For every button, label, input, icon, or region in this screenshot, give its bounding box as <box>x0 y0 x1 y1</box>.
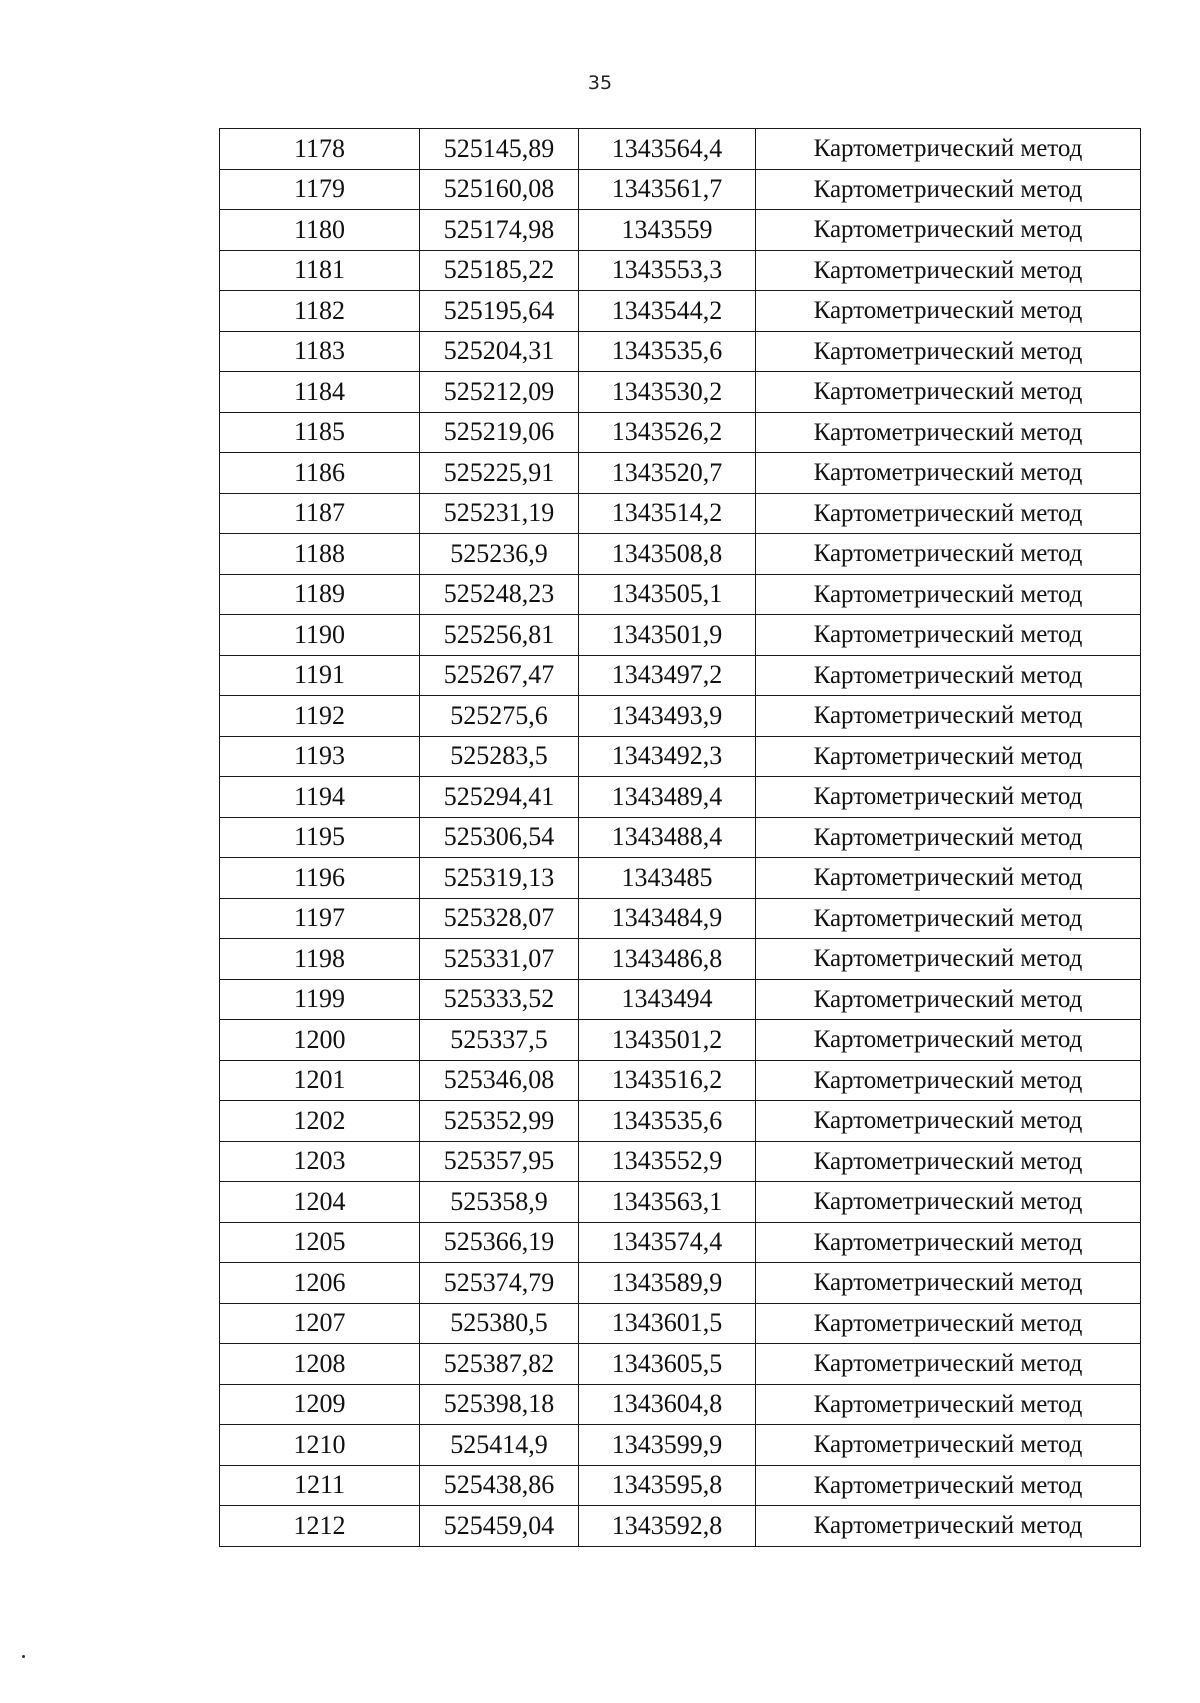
x-coordinate-cell: 525346,08 <box>420 1060 579 1101</box>
y-coordinate-cell: 1343505,1 <box>579 574 756 615</box>
y-coordinate-cell: 1343486,8 <box>579 939 756 980</box>
x-coordinate-cell: 525231,19 <box>420 493 579 534</box>
point-number-cell: 1178 <box>220 129 420 170</box>
point-number-cell: 1202 <box>220 1101 420 1142</box>
method-cell: Картометрический метод <box>756 1506 1141 1547</box>
table-row <box>220 655 1141 696</box>
table-row <box>220 1465 1141 1506</box>
method-cell: Картометрический метод <box>756 696 1141 737</box>
table-row <box>220 1020 1141 1061</box>
x-coordinate-cell: 525294,41 <box>420 777 579 818</box>
method-cell: Картометрический метод <box>756 979 1141 1020</box>
table-row <box>220 574 1141 615</box>
method-cell: Картометрический метод <box>756 291 1141 332</box>
point-number-cell: 1185 <box>220 412 420 453</box>
y-coordinate-cell: 1343561,7 <box>579 169 756 210</box>
point-number-cell: 1193 <box>220 736 420 777</box>
y-coordinate-cell: 1343501,2 <box>579 1020 756 1061</box>
method-cell: Картометрический метод <box>756 1020 1141 1061</box>
x-coordinate-cell: 525387,82 <box>420 1344 579 1385</box>
y-coordinate-cell: 1343489,4 <box>579 777 756 818</box>
x-coordinate-cell: 525248,23 <box>420 574 579 615</box>
point-number-cell: 1209 <box>220 1384 420 1425</box>
x-coordinate-cell: 525219,06 <box>420 412 579 453</box>
table-row <box>220 1101 1141 1142</box>
x-coordinate-cell: 525145,89 <box>420 129 579 170</box>
point-number-cell: 1195 <box>220 817 420 858</box>
x-coordinate-cell: 525459,04 <box>420 1506 579 1547</box>
method-cell: Картометрический метод <box>756 129 1141 170</box>
point-number-cell: 1190 <box>220 615 420 656</box>
table-row <box>220 1182 1141 1223</box>
point-number-cell: 1197 <box>220 898 420 939</box>
x-coordinate-cell: 525438,86 <box>420 1465 579 1506</box>
y-coordinate-cell: 1343604,8 <box>579 1384 756 1425</box>
y-coordinate-cell: 1343530,2 <box>579 372 756 413</box>
x-coordinate-cell: 525319,13 <box>420 858 579 899</box>
x-coordinate-cell: 525374,79 <box>420 1263 579 1304</box>
coordinates-table <box>219 128 1141 1547</box>
point-number-cell: 1194 <box>220 777 420 818</box>
table-row <box>220 858 1141 899</box>
point-number-cell: 1184 <box>220 372 420 413</box>
table-row <box>220 1344 1141 1385</box>
y-coordinate-cell: 1343501,9 <box>579 615 756 656</box>
y-coordinate-cell: 1343605,5 <box>579 1344 756 1385</box>
method-cell: Картометрический метод <box>756 534 1141 575</box>
method-cell: Картометрический метод <box>756 574 1141 615</box>
method-cell: Картометрический метод <box>756 1263 1141 1304</box>
x-coordinate-cell: 525185,22 <box>420 250 579 291</box>
table-row <box>220 1506 1141 1547</box>
y-coordinate-cell: 1343559 <box>579 210 756 251</box>
y-coordinate-cell: 1343492,3 <box>579 736 756 777</box>
method-cell: Картометрический метод <box>756 898 1141 939</box>
x-coordinate-cell: 525366,19 <box>420 1222 579 1263</box>
method-cell: Картометрический метод <box>756 1222 1141 1263</box>
point-number-cell: 1198 <box>220 939 420 980</box>
table-row <box>220 1263 1141 1304</box>
method-cell: Картометрический метод <box>756 210 1141 251</box>
point-number-cell: 1192 <box>220 696 420 737</box>
point-number-cell: 1189 <box>220 574 420 615</box>
method-cell: Картометрический метод <box>756 493 1141 534</box>
y-coordinate-cell: 1343497,2 <box>579 655 756 696</box>
method-cell: Картометрический метод <box>756 736 1141 777</box>
point-number-cell: 1199 <box>220 979 420 1020</box>
point-number-cell: 1186 <box>220 453 420 494</box>
method-cell: Картометрический метод <box>756 655 1141 696</box>
point-number-cell: 1180 <box>220 210 420 251</box>
y-coordinate-cell: 1343508,8 <box>579 534 756 575</box>
table-row <box>220 291 1141 332</box>
point-number-cell: 1182 <box>220 291 420 332</box>
y-coordinate-cell: 1343589,9 <box>579 1263 756 1304</box>
x-coordinate-cell: 525331,07 <box>420 939 579 980</box>
table-row <box>220 1222 1141 1263</box>
table-row <box>220 129 1141 170</box>
table-row <box>220 453 1141 494</box>
y-coordinate-cell: 1343592,8 <box>579 1506 756 1547</box>
method-cell: Картометрический метод <box>756 412 1141 453</box>
page-number: 35 <box>587 72 613 94</box>
table-row <box>220 210 1141 251</box>
x-coordinate-cell: 525283,5 <box>420 736 579 777</box>
y-coordinate-cell: 1343563,1 <box>579 1182 756 1223</box>
point-number-cell: 1183 <box>220 331 420 372</box>
point-number-cell: 1206 <box>220 1263 420 1304</box>
x-coordinate-cell: 525306,54 <box>420 817 579 858</box>
point-number-cell: 1187 <box>220 493 420 534</box>
method-cell: Картометрический метод <box>756 615 1141 656</box>
point-number-cell: 1208 <box>220 1344 420 1385</box>
scan-speck <box>22 1655 25 1658</box>
table-row <box>220 696 1141 737</box>
y-coordinate-cell: 1343516,2 <box>579 1060 756 1101</box>
y-coordinate-cell: 1343599,9 <box>579 1425 756 1466</box>
table-row <box>220 1303 1141 1344</box>
table-row <box>220 331 1141 372</box>
table-row <box>220 534 1141 575</box>
table-row <box>220 939 1141 980</box>
point-number-cell: 1181 <box>220 250 420 291</box>
x-coordinate-cell: 525380,5 <box>420 1303 579 1344</box>
method-cell: Картометрический метод <box>756 250 1141 291</box>
y-coordinate-cell: 1343514,2 <box>579 493 756 534</box>
x-coordinate-cell: 525174,98 <box>420 210 579 251</box>
method-cell: Картометрический метод <box>756 1344 1141 1385</box>
y-coordinate-cell: 1343535,6 <box>579 331 756 372</box>
point-number-cell: 1210 <box>220 1425 420 1466</box>
method-cell: Картометрический метод <box>756 331 1141 372</box>
y-coordinate-cell: 1343488,4 <box>579 817 756 858</box>
x-coordinate-cell: 525352,99 <box>420 1101 579 1142</box>
table-row <box>220 817 1141 858</box>
y-coordinate-cell: 1343553,3 <box>579 250 756 291</box>
table-row <box>220 736 1141 777</box>
y-coordinate-cell: 1343574,4 <box>579 1222 756 1263</box>
method-cell: Картометрический метод <box>756 453 1141 494</box>
x-coordinate-cell: 525160,08 <box>420 169 579 210</box>
point-number-cell: 1196 <box>220 858 420 899</box>
method-cell: Картометрический метод <box>756 1384 1141 1425</box>
table-row <box>220 1425 1141 1466</box>
y-coordinate-cell: 1343535,6 <box>579 1101 756 1142</box>
method-cell: Картометрический метод <box>756 817 1141 858</box>
x-coordinate-cell: 525357,95 <box>420 1141 579 1182</box>
y-coordinate-cell: 1343544,2 <box>579 291 756 332</box>
point-number-cell: 1191 <box>220 655 420 696</box>
method-cell: Картометрический метод <box>756 1465 1141 1506</box>
method-cell: Картометрический метод <box>756 939 1141 980</box>
table-row <box>220 1384 1141 1425</box>
table-row <box>220 1141 1141 1182</box>
table-row <box>220 493 1141 534</box>
y-coordinate-cell: 1343484,9 <box>579 898 756 939</box>
x-coordinate-cell: 525398,18 <box>420 1384 579 1425</box>
method-cell: Картометрический метод <box>756 1101 1141 1142</box>
method-cell: Картометрический метод <box>756 169 1141 210</box>
y-coordinate-cell: 1343493,9 <box>579 696 756 737</box>
table-row <box>220 615 1141 656</box>
method-cell: Картометрический метод <box>756 858 1141 899</box>
table-row <box>220 898 1141 939</box>
method-cell: Картометрический метод <box>756 1141 1141 1182</box>
x-coordinate-cell: 525195,64 <box>420 291 579 332</box>
y-coordinate-cell: 1343526,2 <box>579 412 756 453</box>
point-number-cell: 1203 <box>220 1141 420 1182</box>
y-coordinate-cell: 1343595,8 <box>579 1465 756 1506</box>
table-row <box>220 777 1141 818</box>
table-row <box>220 372 1141 413</box>
method-cell: Картометрический метод <box>756 777 1141 818</box>
y-coordinate-cell: 1343485 <box>579 858 756 899</box>
point-number-cell: 1200 <box>220 1020 420 1061</box>
x-coordinate-cell: 525337,5 <box>420 1020 579 1061</box>
table-row <box>220 412 1141 453</box>
method-cell: Картометрический метод <box>756 1303 1141 1344</box>
x-coordinate-cell: 525236,9 <box>420 534 579 575</box>
x-coordinate-cell: 525267,47 <box>420 655 579 696</box>
point-number-cell: 1212 <box>220 1506 420 1547</box>
x-coordinate-cell: 525225,91 <box>420 453 579 494</box>
method-cell: Картометрический метод <box>756 1425 1141 1466</box>
table-row <box>220 979 1141 1020</box>
table-row <box>220 250 1141 291</box>
method-cell: Картометрический метод <box>756 1060 1141 1101</box>
x-coordinate-cell: 525414,9 <box>420 1425 579 1466</box>
y-coordinate-cell: 1343552,9 <box>579 1141 756 1182</box>
y-coordinate-cell: 1343564,4 <box>579 129 756 170</box>
table-row <box>220 169 1141 210</box>
table-row <box>220 1060 1141 1101</box>
x-coordinate-cell: 525204,31 <box>420 331 579 372</box>
x-coordinate-cell: 525256,81 <box>420 615 579 656</box>
x-coordinate-cell: 525212,09 <box>420 372 579 413</box>
coordinates-table-body <box>220 129 1141 1547</box>
x-coordinate-cell: 525275,6 <box>420 696 579 737</box>
x-coordinate-cell: 525358,9 <box>420 1182 579 1223</box>
point-number-cell: 1205 <box>220 1222 420 1263</box>
point-number-cell: 1204 <box>220 1182 420 1223</box>
y-coordinate-cell: 1343494 <box>579 979 756 1020</box>
point-number-cell: 1211 <box>220 1465 420 1506</box>
method-cell: Картометрический метод <box>756 1182 1141 1223</box>
point-number-cell: 1201 <box>220 1060 420 1101</box>
x-coordinate-cell: 525328,07 <box>420 898 579 939</box>
method-cell: Картометрический метод <box>756 372 1141 413</box>
point-number-cell: 1179 <box>220 169 420 210</box>
y-coordinate-cell: 1343601,5 <box>579 1303 756 1344</box>
point-number-cell: 1207 <box>220 1303 420 1344</box>
x-coordinate-cell: 525333,52 <box>420 979 579 1020</box>
y-coordinate-cell: 1343520,7 <box>579 453 756 494</box>
point-number-cell: 1188 <box>220 534 420 575</box>
